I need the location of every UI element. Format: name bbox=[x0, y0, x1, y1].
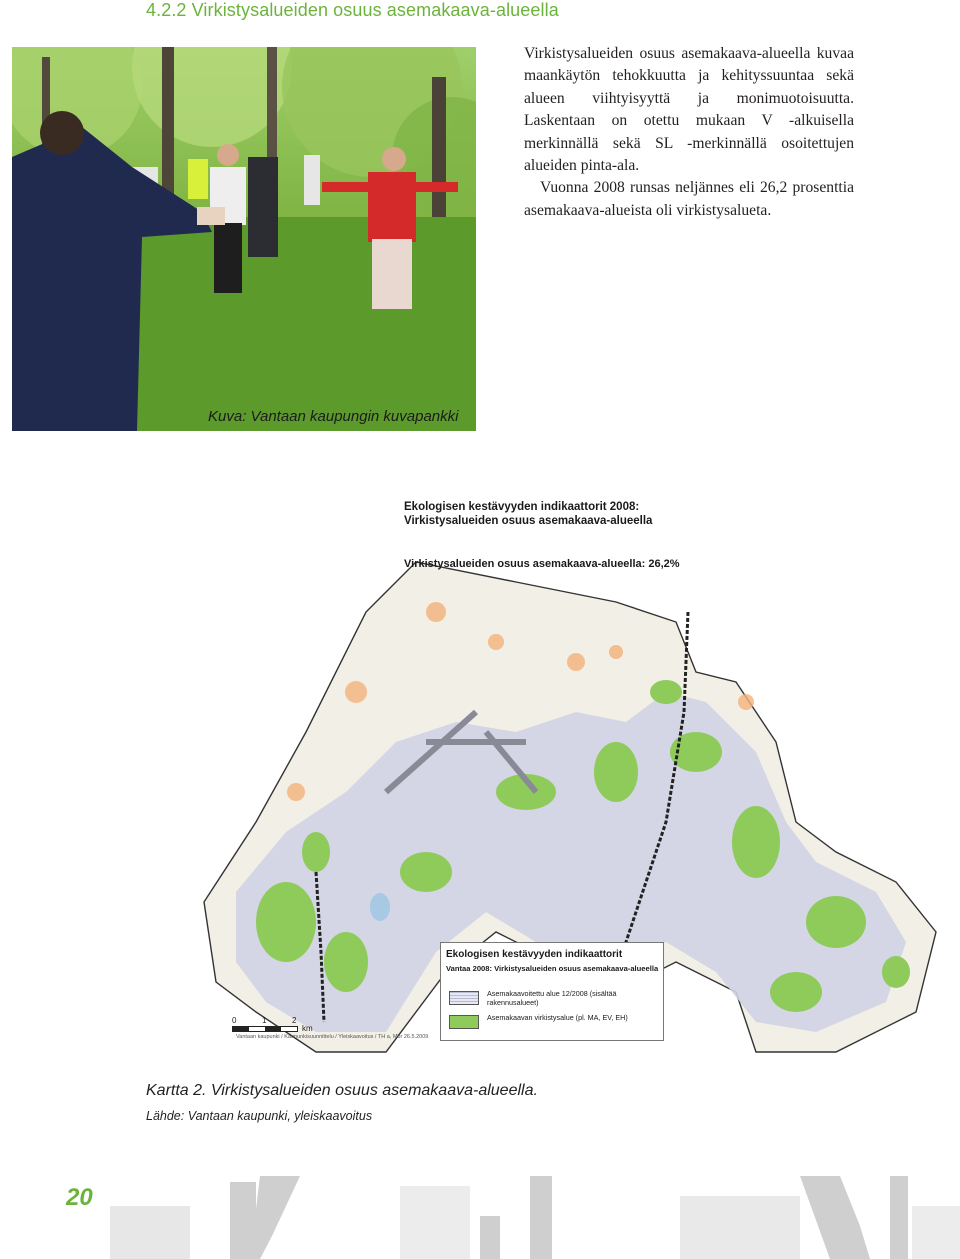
body-text bbox=[524, 43, 854, 222]
scale-tick-1: 1 bbox=[262, 1016, 267, 1025]
scale-tick-0: 0 bbox=[232, 1016, 237, 1025]
taichi-photo bbox=[12, 47, 476, 431]
map-title-line-2: Virkistysalueiden osuus asemakaava-alueella bbox=[404, 515, 653, 527]
decorative-trees-band bbox=[100, 1176, 960, 1259]
scale-unit: km bbox=[302, 1024, 313, 1033]
legend-subtitle: Vantaa 2008: Virkistysalueiden osuus asemakaava-alueella bbox=[446, 964, 659, 973]
legend-label-green: Asemakaavan virkistysalue (pl. MA, EV, EH) bbox=[487, 1013, 628, 1022]
map-subtitle: Virkistysalueiden osuus asemakaava-alueella: 26,2% bbox=[404, 558, 680, 570]
scale-bar-graphic bbox=[232, 1026, 298, 1032]
paragraph-2: Vuonna 2008 runsas neljännes eli 26,2 prosenttia asemakaava-alueista oli virkistysalueta. bbox=[524, 179, 854, 219]
page-number: 20 bbox=[66, 1184, 93, 1211]
photo-credit: Kuva: Vantaan kaupungin kuvapankki bbox=[208, 408, 459, 425]
paragraph-1: Virkistysalueiden osuus asemakaava-alueella kuvaa maankäytön tehokkuutta ja kehityssuuntaa sekä alueen viihtyisyyttä ja monimuotoisuutta. Laskentaan on otettu mukaan V -alkuisella merkinnällä sekä SL -merkinnällä osoitettujen alueiden pinta-ala. bbox=[524, 45, 854, 175]
legend-label-plan: Asemakaavoitettu alue 12/2008 (sisältää rakennusalueet) bbox=[487, 989, 617, 1007]
map-caption: Kartta 2. Virkistysalueiden osuus asemakaava-alueella. bbox=[146, 1082, 538, 1099]
map-footer: Vantaan kaupunki / Kaupunkisuunnittelu / Yleiskaavoitus / TH a, Mbr 26.5.2009 bbox=[236, 1034, 429, 1040]
map-title-line-1: Ekologisen kestävyyden indikaattorit 2008: bbox=[404, 501, 640, 513]
map-title bbox=[404, 500, 652, 528]
map-source: Lähde: Vantaan kaupunki, yleiskaavoitus bbox=[146, 1109, 373, 1123]
legend-title: Ekologisen kestävyyden indikaattorit bbox=[446, 949, 623, 960]
section-heading: 4.2.2 Virkistysalueiden osuus asemakaava-alueella bbox=[146, 0, 559, 20]
legend-swatch-green bbox=[449, 1015, 479, 1029]
map-legend bbox=[440, 942, 664, 1041]
scale-tick-2: 2 bbox=[292, 1016, 297, 1025]
legend-swatch-plan bbox=[449, 991, 479, 1005]
